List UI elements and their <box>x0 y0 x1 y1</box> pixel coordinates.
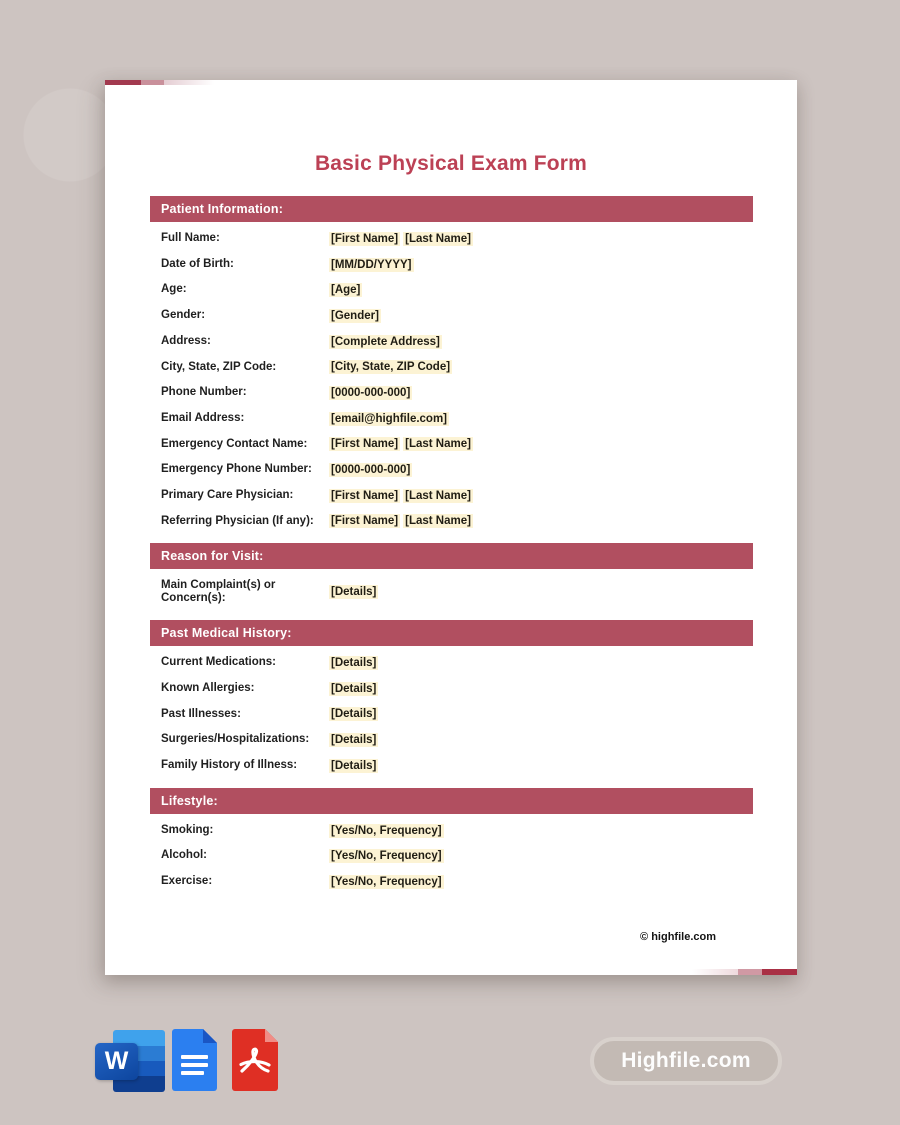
form-field-row <box>150 226 753 252</box>
field-label: Alcohol: <box>161 849 207 862</box>
field-label: Full Name: <box>161 232 220 245</box>
field-value <box>329 824 444 838</box>
field-value <box>329 849 444 863</box>
form-field-row <box>150 483 753 509</box>
placeholder-token: [First Name] <box>331 232 399 245</box>
field-value <box>329 585 378 599</box>
page-accent-strip-top <box>105 80 214 85</box>
form-field-row <box>150 650 753 676</box>
placeholder-token: [Age] <box>331 284 361 297</box>
form-field-row <box>150 573 753 611</box>
pdf-file-icon[interactable] <box>232 1029 278 1091</box>
placeholder-token: [0000-000-000] <box>331 464 411 477</box>
section-rows <box>150 569 753 611</box>
field-value <box>329 283 362 297</box>
field-value <box>329 258 414 272</box>
google-docs-file-icon[interactable] <box>172 1029 217 1091</box>
field-value <box>329 489 473 503</box>
word-letter-badge: W <box>95 1043 138 1080</box>
field-label: City, State, ZIP Code: <box>161 360 277 373</box>
form-field-row <box>150 702 753 728</box>
form-field-row <box>150 354 753 380</box>
placeholder-token: [Last Name] <box>405 515 471 528</box>
field-value <box>329 437 473 451</box>
placeholder-token: [MM/DD/YYYY] <box>331 258 412 271</box>
placeholder-token: [Yes/No, Frequency] <box>331 875 442 888</box>
field-value <box>329 875 444 889</box>
form-field-row <box>150 843 753 869</box>
field-label: Smoking: <box>161 823 214 836</box>
placeholder-token: [Details] <box>331 734 377 747</box>
field-value <box>329 463 412 477</box>
field-label: Phone Number: <box>161 386 247 399</box>
section-rows <box>150 222 753 534</box>
form-field-row <box>150 380 753 406</box>
field-label: Emergency Phone Number: <box>161 463 312 476</box>
placeholder-token: [Yes/No, Frequency] <box>331 824 442 837</box>
field-label: Main Complaint(s) or Concern(s): <box>161 578 276 605</box>
placeholder-token: [email@highfile.com] <box>331 412 448 425</box>
word-file-icon[interactable] <box>95 1030 165 1092</box>
placeholder-token: [First Name] <box>331 438 399 451</box>
field-label: Email Address: <box>161 411 245 424</box>
form-field-row <box>150 509 753 535</box>
placeholder-token: [Details] <box>331 586 377 599</box>
field-value <box>329 335 442 349</box>
document-page <box>105 80 797 975</box>
form-field-row <box>150 753 753 779</box>
field-value <box>329 232 473 246</box>
field-value <box>329 682 378 696</box>
placeholder-token: [First Name] <box>331 515 399 528</box>
placeholder-token: [Details] <box>331 657 377 670</box>
form-field-row <box>150 818 753 844</box>
form-field-row <box>150 303 753 329</box>
highfile-brand-button[interactable]: Highfile.com <box>590 1037 782 1085</box>
field-label: Emergency Contact Name: <box>161 437 308 450</box>
field-value <box>329 386 412 400</box>
placeholder-token: [Last Name] <box>405 489 471 502</box>
section-header-patient-information: Patient Information: <box>150 196 753 222</box>
acrobat-logo-icon <box>237 1045 273 1075</box>
section-header-lifestyle: Lifestyle: <box>150 788 753 814</box>
form-content <box>150 196 753 943</box>
field-label: Current Medications: <box>161 656 277 669</box>
field-value <box>329 309 381 323</box>
document-title: Basic Physical Exam Form <box>314 152 588 175</box>
field-value <box>329 514 473 528</box>
copyright-note: © highfile.com <box>640 930 716 943</box>
placeholder-token: [Last Name] <box>405 438 471 451</box>
placeholder-token: [Gender] <box>331 309 379 322</box>
field-label: Primary Care Physician: <box>161 488 294 501</box>
field-label: Date of Birth: <box>161 257 234 270</box>
form-field-row <box>150 676 753 702</box>
form-field-row <box>150 869 753 895</box>
placeholder-token: [0000-000-000] <box>331 386 411 399</box>
form-field-row <box>150 457 753 483</box>
section-rows <box>150 646 753 778</box>
placeholder-token: [Details] <box>331 682 377 695</box>
field-label: Address: <box>161 334 211 347</box>
field-label: Past Illnesses: <box>161 707 241 720</box>
placeholder-token: [Last Name] <box>405 232 471 245</box>
form-field-row <box>150 432 753 458</box>
accent-segment-light <box>164 80 214 85</box>
section-header-reason-for-visit: Reason for Visit: <box>150 543 753 569</box>
field-value <box>329 412 449 426</box>
docs-folded-corner <box>203 1029 217 1043</box>
placeholder-token: [City, State, ZIP Code] <box>331 361 451 374</box>
field-label: Exercise: <box>161 875 213 888</box>
form-field-row <box>150 329 753 355</box>
pdf-folded-corner <box>265 1029 278 1042</box>
field-value <box>329 707 378 721</box>
placeholder-token: [Complete Address] <box>331 335 440 348</box>
section-header-past-medical-history: Past Medical History: <box>150 620 753 646</box>
field-label: Family History of Illness: <box>161 759 298 772</box>
field-label: Surgeries/Hospitalizations: <box>161 733 310 746</box>
form-field-row <box>150 406 753 432</box>
form-field-row <box>150 277 753 303</box>
placeholder-token: [Yes/No, Frequency] <box>331 850 442 863</box>
accent-segment-medium <box>141 80 164 85</box>
section-rows <box>150 814 753 895</box>
accent-segment-dark <box>762 969 797 975</box>
field-value <box>329 360 452 374</box>
form-field-row <box>150 727 753 753</box>
field-label: Known Allergies: <box>161 682 255 695</box>
accent-segment-medium <box>738 969 762 975</box>
form-field-row <box>150 252 753 278</box>
field-value <box>329 759 378 773</box>
sections <box>150 196 753 895</box>
placeholder-token: [First Name] <box>331 489 399 502</box>
page-accent-strip-bottom <box>692 969 797 975</box>
placeholder-token: [Details] <box>331 708 377 721</box>
accent-segment-dark <box>105 80 141 85</box>
field-label: Age: <box>161 283 187 296</box>
accent-segment-light <box>692 969 738 975</box>
field-label: Referring Physician (If any): <box>161 514 314 527</box>
field-value <box>329 733 378 747</box>
field-label: Gender: <box>161 309 206 322</box>
field-value <box>329 656 378 670</box>
placeholder-token: [Details] <box>331 759 377 772</box>
